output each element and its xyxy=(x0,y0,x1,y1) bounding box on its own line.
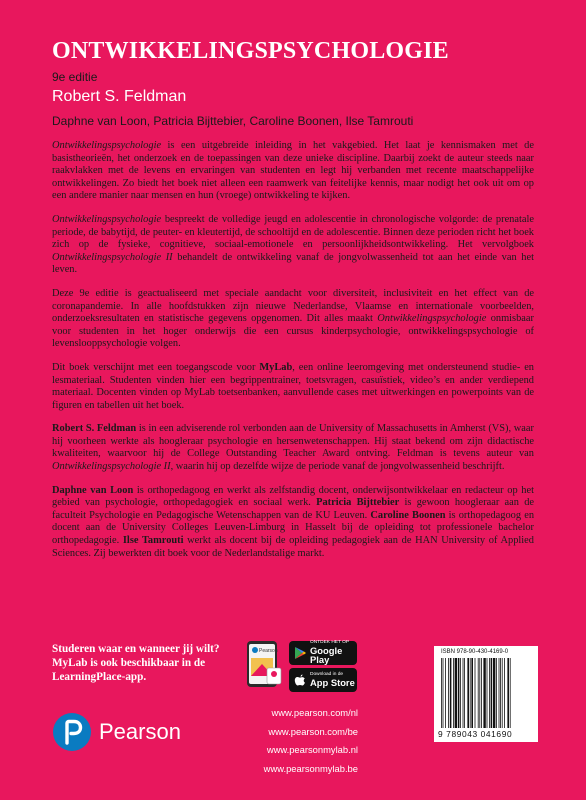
text: werkt als docent bij de opleiding pedagogiek aan de HAN University of Applied Sciences. Zij bewerkten dit boek voor de Nederlandstalige markt. xyxy=(52,535,534,559)
italic-title: Ontwikkelingspsychologie xyxy=(52,213,162,225)
barcode-bar xyxy=(475,658,476,728)
barcode-bar xyxy=(481,658,482,728)
google-play-icon xyxy=(293,646,307,660)
barcode-bar xyxy=(491,658,493,728)
app-promo xyxy=(52,642,242,684)
barcode-bar xyxy=(487,658,488,728)
google-play-label: Google Play xyxy=(310,644,343,666)
google-play-small: ONTDEK HET OP xyxy=(310,640,350,646)
promo-line-3: LearningPlace-app. xyxy=(52,671,147,683)
barcode-bar xyxy=(453,658,454,728)
bold-name: Ilse Tamrouti xyxy=(122,535,184,547)
text: , een online leeromgeving met ondersteunend studie- en lesmateriaal. Studenten vinden hier een begrippentrainer, toetsvragen, casuïstiek, video’s en ander verdiepend materiaal. Docenten vinden op MyLab toetsenbanken, aanvullende cases met uitwerkingen en powerpoints van de figuren en tabellen uit het boek. xyxy=(52,361,534,411)
barcode-bar xyxy=(483,658,485,728)
text: behandelt de ontwikkeling vanaf de jongvolwassenheid tot aan het einde van het leven. xyxy=(52,251,534,276)
barcode-bar xyxy=(499,658,500,728)
barcode-bar xyxy=(463,658,464,728)
barcode-bar xyxy=(500,658,501,728)
barcode-number: 9 789043 041690 xyxy=(438,729,513,739)
barcode-bar xyxy=(455,658,457,728)
app-store-label: App Store xyxy=(310,676,355,688)
barcode-bar xyxy=(458,658,460,728)
text: is orthopedagoog en docent aan de University Colleges Leuven-Limburg in Hasselt bij de opleiding tot professionele bachelor orthopedagogie. xyxy=(52,509,535,547)
phone-brand: Pearson xyxy=(259,648,278,654)
blurb-paragraph-4 xyxy=(52,362,534,412)
blurb-paragraph-6 xyxy=(52,485,534,561)
barcode-bar xyxy=(504,658,505,728)
text: bespreekt de volledige jeugd en adolescentie in chronologische volgorde: de prenatale periode, de babytijd, de peuter- en kleutertijd, de schooltijd en de adolescentie. Binnen deze perioden richt het boek zich op de fysieke, cognitieve, sociaal-emotionele en persoonlijkheidsontwikkeling. Het vervolgboek xyxy=(52,213,534,251)
italic-title: Ontwikkelingspsychologie xyxy=(377,313,487,325)
blurb-paragraph-1 xyxy=(52,140,534,203)
barcode-bar xyxy=(470,658,471,728)
barcode-bar xyxy=(443,658,444,728)
blurb xyxy=(52,140,534,571)
barcode-bar xyxy=(478,658,479,728)
barcode-bar xyxy=(450,658,452,728)
italic-title: Ontwikkelingspsychologie II xyxy=(52,251,173,263)
bold-term: MyLab xyxy=(259,361,293,373)
text: Dit boek verschijnt met een toegangscode voor xyxy=(52,361,260,373)
bold-name: Daphne van Loon xyxy=(52,484,134,496)
bold-name: Caroline Boonen xyxy=(370,509,446,521)
barcode-bar xyxy=(507,658,509,728)
barcode-bar xyxy=(441,658,442,728)
barcode-bar xyxy=(445,658,446,728)
barcode-bar xyxy=(460,658,461,728)
google-play-badge[interactable] xyxy=(289,641,357,665)
italic-title: Ontwikkelingspsychologie xyxy=(52,140,162,151)
barcode-bar xyxy=(479,658,480,728)
text: , waarin hij op dezelfde wijze de periode vanaf de jongvolwassenheid beschrijft. xyxy=(170,461,505,473)
blurb-paragraph-5 xyxy=(52,423,534,473)
text: Deze 9e editie is geactualiseerd met speciale aandacht voor diversiteit, inclusiviteit en het effect van de coronapandemie. In alle hoofdstukken zijn nieuwe Nederlandse, Vlaamse en internationale voorbeelden, onderzoeksresultaten en statistische gegevens opgenomen. Dit alles maakt xyxy=(52,287,534,325)
text: onmisbaar voor studenten in het hoger onderwijs die een cursus kinderpsychologie, ontwikkelingspsychologie of levenslooppsychologie volgen. xyxy=(52,313,534,350)
text: is in een adviserende rol verbonden aan de University of Massachusetts in Amherst (VS), waar hij voorheen werkte als hoogleraar psychologie en hersenwetenschappen. Hij staat bekend om zijn didactische kwaliteiten, waarvoor hij de College Outstanding Teacher Award ontving. Feldman is tevens auteur van xyxy=(52,423,534,460)
main-author: Robert S. Feldman xyxy=(52,88,187,105)
barcode-bar xyxy=(502,658,503,728)
barcode-bar xyxy=(471,658,473,728)
publisher-name: Pearson xyxy=(99,719,181,744)
barcode-bar xyxy=(489,658,490,728)
bold-name: Robert S. Feldman xyxy=(52,423,137,435)
barcode xyxy=(441,658,533,728)
text: is orthopedagoog en werkt als zelfstandig docent, onderwijsontwikkelaar en redacteur op het gebied van psychologie, orthopedagogiek en sociaal werk. xyxy=(52,484,534,509)
coauthors: Daphne van Loon, Patricia Bijttebier, Caroline Boonen, Ilse Tamrouti xyxy=(52,114,414,128)
promo-line-2: MyLab is ook beschikbaar in de xyxy=(52,657,206,669)
italic-title: Ontwikkelingspsychologie II xyxy=(52,461,171,473)
phone-app-icon xyxy=(241,640,285,688)
url-link[interactable]: www.pearson.com/nl xyxy=(271,707,358,718)
blurb-paragraph-3 xyxy=(52,288,534,351)
text: is gewoon hoogleraar aan de faculteit Psychologie en Pedagogische Wetenschappen van de KU Leuven. xyxy=(52,497,535,521)
promo-line-1: Studeren waar en wanneer jij wilt? xyxy=(52,643,220,655)
pearson-logo-icon xyxy=(52,712,92,752)
barcode-bar xyxy=(493,658,495,728)
apple-icon xyxy=(293,673,307,687)
url-link[interactable]: www.pearsonmylab.be xyxy=(263,762,358,774)
bold-name: Patricia Bijttebier xyxy=(316,497,400,509)
book-title: ONTWIKKELINGSPSYCHOLOGIE xyxy=(52,38,449,64)
text: is een uitgebreide inleiding in het vakgebied. Het laat je kennismaken met de basistheorieën, het onderzoek en de toepassingen van deze unieke discipline. Daarbij zoekt de auteur steeds naar raakvlakken met de levens en ervaringen van studenten en legt hij verbanden met recente maatschappelijke ontwikkelingen. Zo biedt het boek niet alleen een raamwerk van feitelijke kennis, maar nodigt het ook uit om op een andere manier naar mensen en hun (vroege) ontwikkeling te kijken. xyxy=(52,140,534,202)
edition: 9e editie xyxy=(52,70,98,84)
url-list xyxy=(244,704,358,778)
url-link[interactable]: www.pearsonmylab.nl xyxy=(266,744,358,755)
url-link[interactable]: www.pearson.com/be xyxy=(268,725,358,737)
barcode-bar xyxy=(510,658,511,728)
barcode-bar xyxy=(496,658,497,728)
barcode-bar xyxy=(448,658,449,728)
app-store-small: Download in de xyxy=(310,671,344,677)
isbn: ISBN 978-90-430-4169-0 xyxy=(441,649,509,655)
blurb-paragraph-2 xyxy=(52,214,534,277)
barcode-bar xyxy=(464,658,465,728)
app-store-badge[interactable] xyxy=(289,668,357,692)
barcode-bar xyxy=(467,658,469,728)
